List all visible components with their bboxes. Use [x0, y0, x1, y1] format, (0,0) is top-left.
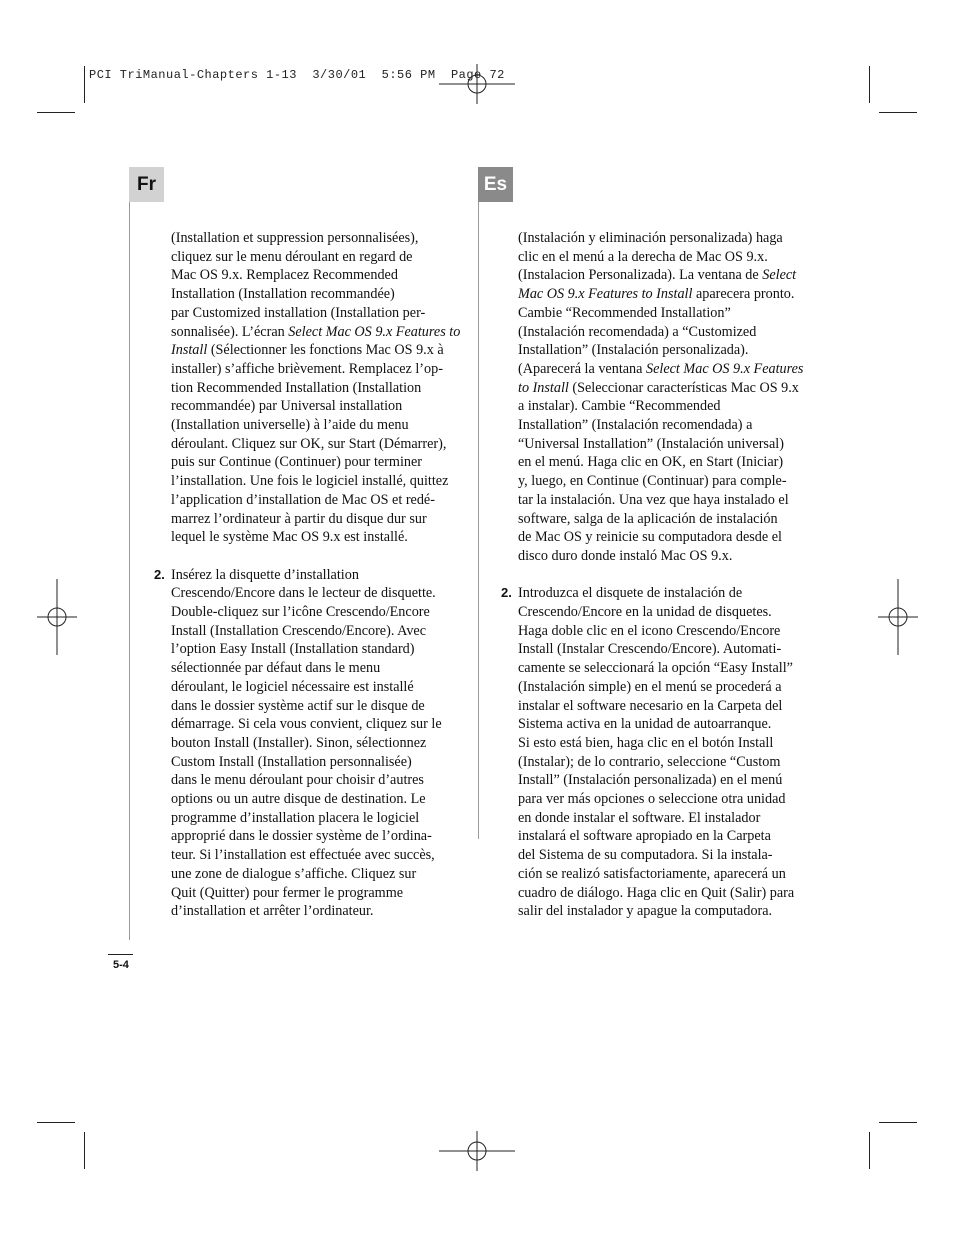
- text-line: par Customized installation (Installation per-: [171, 304, 426, 321]
- text-line: Installation” (Instalación recomendada) a: [518, 417, 753, 434]
- text-line: Si esto está bien, haga clic en el botón Install: [518, 734, 774, 751]
- text-line: en el menú. Haga clic en OK, en Start (Iniciar): [518, 454, 784, 471]
- text-line: tar la instalación. Una vez que haya instalado el: [518, 491, 789, 508]
- crop-mark: [84, 1132, 85, 1169]
- column-rule-left: [129, 202, 130, 940]
- text-line: Haga doble clic en el icono Crescendo/Encore: [518, 622, 781, 639]
- crop-mark: [879, 112, 917, 113]
- crop-mark: [37, 112, 75, 113]
- text-line: Crescendo/Encore dans le lecteur de disquette.: [171, 585, 436, 602]
- text-line: une zone de dialogue s’affiche. Cliquez sur: [171, 865, 417, 882]
- text-line: (Aparecerá la ventana Select Mac OS 9.x Features: [518, 360, 804, 377]
- spanish-column: [501, 229, 804, 921]
- text-line: Sistema activa en la unidad de autoarranque.: [518, 716, 772, 733]
- french-step-paragraph: [171, 566, 460, 921]
- text-line: (Instalacion Personalizada). La ventana de Select: [518, 267, 797, 284]
- text-line: (Installation universelle) à l’aide du menu: [171, 417, 409, 434]
- registration-mark-icon: [439, 1131, 515, 1171]
- text-line: Installation (Installation recommandée): [171, 286, 395, 303]
- text-line: Custom Install (Installation personnalisée): [171, 753, 412, 770]
- text-line: instalar el software necesario en la Carpeta del: [518, 697, 783, 714]
- text-line: Double-cliquez sur l’icône Crescendo/Encore: [171, 604, 430, 621]
- text-line: Introduzca el disquete de instalación de: [518, 585, 743, 602]
- text-line: Install (Installation Crescendo/Encore). Avec: [171, 622, 427, 639]
- text-line: (Instalación simple) en el menú se procederá a: [518, 678, 782, 695]
- text-line: Mac OS 9.x Features to Install aparecera pronto.: [518, 286, 795, 303]
- text-line: (Instalación y eliminación personalizada) haga: [518, 230, 783, 246]
- crop-mark: [84, 66, 85, 103]
- text-line: l’installation. Une fois le logiciel installé, quittez: [171, 473, 449, 490]
- spanish-intro-paragraph: [518, 229, 803, 566]
- language-tab-french: Fr: [129, 167, 164, 202]
- language-tab-spanish: Es: [478, 167, 513, 202]
- text-line: sonnalisée). L’écran Select Mac OS 9.x Features to: [171, 323, 461, 340]
- registration-mark-icon: [439, 64, 515, 104]
- text-line: instalará el software apropiado en la Carpeta: [518, 828, 771, 845]
- text-line: software, salga de la aplicación de instalación: [518, 510, 778, 527]
- text-line: para ver más opciones o seleccione otra unidad: [518, 791, 786, 808]
- text-line: Install (Sélectionner les fonctions Mac OS 9.x à: [171, 342, 444, 359]
- text-line: dans le dossier système actif sur le disque de: [171, 697, 425, 714]
- text-line: Mac OS 9.x. Remplacez Recommended: [171, 267, 398, 284]
- text-line: en donde instalar el software. El instalador: [518, 809, 761, 826]
- text-line: bouton Install (Installer). Sinon, sélectionnez: [171, 734, 427, 751]
- text-line: tion Recommended Installation (Installation: [171, 379, 422, 396]
- spanish-step-paragraph: [518, 584, 803, 921]
- french-column: [154, 229, 461, 921]
- text-line: Install” (Instalación personalizada) en el menú: [518, 772, 783, 789]
- crop-mark: [869, 66, 870, 103]
- column-rule-right: [478, 202, 479, 839]
- french-step-2: [154, 566, 460, 921]
- text-line: disco duro donde instaló Mac OS 9.x.: [518, 547, 733, 564]
- crop-mark: [37, 1122, 75, 1123]
- text-line: del Sistema de su computadora. Si la instala-: [518, 847, 773, 864]
- step-number: 2.: [501, 585, 512, 601]
- page-number: 5-4: [113, 959, 129, 971]
- text-line: to Install (Seleccionar características Mac OS 9.x: [518, 379, 799, 396]
- text-line: recommandée) par Universal installation: [171, 398, 403, 415]
- text-line: Quit (Quitter) pour fermer le programme: [171, 884, 404, 901]
- text-line: cuadro de diálogo. Haga clic en Quit (Salir) para: [518, 884, 795, 901]
- text-line: (Instalar); de lo contrario, seleccione “Custom: [518, 753, 781, 770]
- text-line: sélectionnée par défaut dans le menu: [171, 660, 381, 677]
- text-line: Crescendo/Encore en la unidad de disquetes.: [518, 604, 772, 621]
- crop-mark: [879, 1122, 917, 1123]
- text-line: installer) s’affiche brièvement. Remplacez l’op-: [171, 360, 443, 377]
- text-line: programme d’installation placera le logiciel: [171, 809, 420, 826]
- text-line: a instalar). Cambie “Recommended: [518, 398, 721, 415]
- crop-mark: [869, 1132, 870, 1169]
- text-line: salir del instalador y apague la computadora.: [518, 903, 773, 920]
- folio-rule: [108, 954, 133, 955]
- text-line: d’installation et arrêter l’ordinateur.: [171, 903, 374, 920]
- text-line: cliquez sur le menu déroulant en regard de: [171, 248, 413, 265]
- text-line: de Mac OS y reinicie su computadora desde el: [518, 529, 782, 546]
- text-line: Cambie “Recommended Installation”: [518, 304, 731, 321]
- print-slug: PCI TriManual-Chapters 1-13 3/30/01 5:56 PM Page 72: [89, 68, 505, 82]
- text-line: Insérez la disquette d’installation: [171, 566, 359, 583]
- text-line: ción se realizó satisfactoriamente, aparecerá un: [518, 865, 786, 882]
- text-line: marrez l’ordinateur à partir du disque dur sur: [171, 510, 427, 527]
- registration-mark-icon: [37, 579, 77, 655]
- text-line: démarrage. Si cela vous convient, cliquez sur le: [171, 716, 442, 733]
- text-line: (Installation et suppression personnalisées),: [171, 230, 419, 246]
- text-line: (Instalación recomendada) a “Customized: [518, 323, 757, 340]
- text-line: options ou un autre disque de destination. Le: [171, 791, 426, 808]
- text-line: l’application d’installation de Mac OS et redé-: [171, 491, 435, 508]
- registration-mark-icon: [878, 579, 918, 655]
- french-intro-paragraph: [171, 229, 460, 547]
- text-line: Install (Instalar Crescendo/Encore). Automati-: [518, 641, 782, 658]
- spanish-step-2: [501, 584, 803, 921]
- text-line: Installation” (Instalación personalizada).: [518, 342, 749, 359]
- text-line: déroulant. Cliquez sur OK, sur Start (Démarrer),: [171, 435, 447, 452]
- text-line: y, luego, en Continue (Continuar) para comple-: [518, 473, 787, 490]
- text-line: déroulant, le logiciel nécessaire est installé: [171, 678, 414, 695]
- text-line: approprié dans le dossier système de l’ordina-: [171, 828, 432, 845]
- text-line: lequel le système Mac OS 9.x est installé.: [171, 529, 408, 546]
- text-line: teur. Si l’installation est effectuée avec succès,: [171, 847, 435, 864]
- text-line: “Universal Installation” (Instalación universal): [518, 435, 784, 452]
- step-number: 2.: [154, 566, 165, 582]
- text-line: l’option Easy Install (Installation standard): [171, 641, 415, 658]
- text-line: camente se seleccionará la opción “Easy Install”: [518, 660, 793, 677]
- text-line: dans le menu déroulant pour choisir d’autres: [171, 772, 424, 789]
- text-line: clic en el menú a la derecha de Mac OS 9.x.: [518, 248, 768, 265]
- text-line: puis sur Continue (Continuer) pour terminer: [171, 454, 422, 471]
